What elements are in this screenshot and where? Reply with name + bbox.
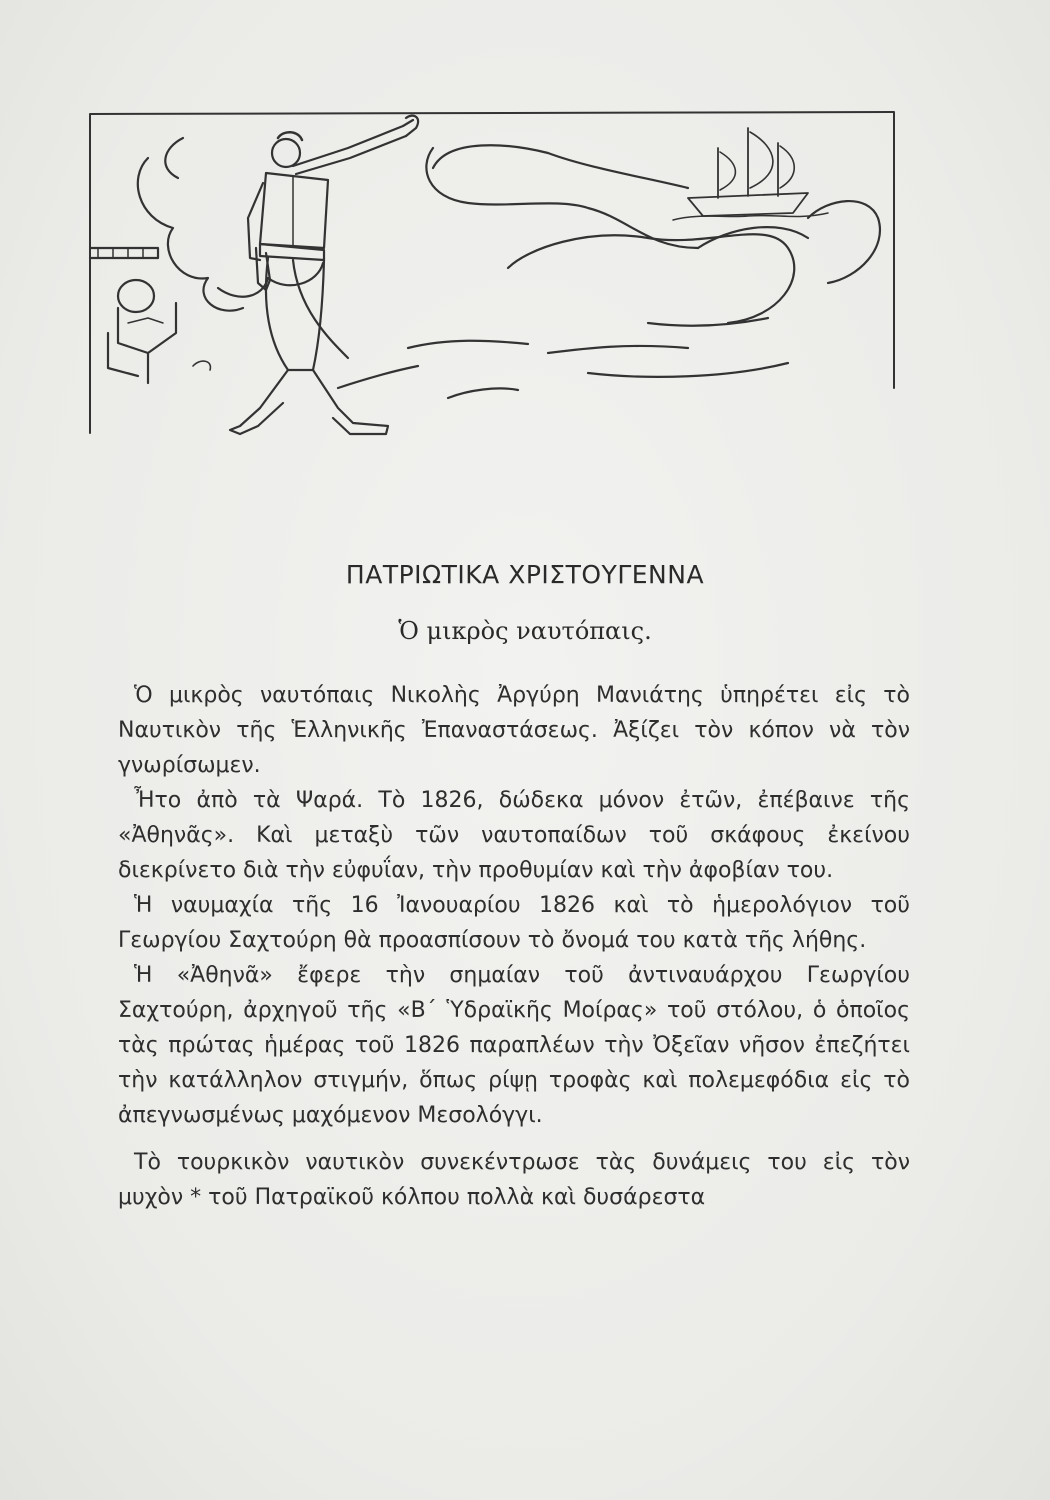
paragraph: Τὸ τουρκικὸν ναυτικὸν συνεκέντρωσε τὰς δυνάμεις του εἰς τὸν μυχὸν * τοῦ Πατραϊκοῦ κόλπου πολλὰ καὶ δυσάρεστα bbox=[118, 1150, 910, 1210]
illustration-ship-boy bbox=[88, 108, 896, 438]
paragraph: Ἦτο ἀπὸ τὰ Ψαρά. Τὸ 1826, δώδεκα μόνον ἐτῶν, ἐπέβαινε τῆς «Ἀθηνᾶς». Καὶ μεταξὺ τῶν ναυτοπαίδων τοῦ σκάφους ἐκείνου διεκρίνετο διὰ τὴν εὐφυΐαν, τὴν προθυμίαν καὶ τὴν ἀφοβίαν του. bbox=[118, 788, 910, 883]
body-text bbox=[118, 678, 910, 1215]
paragraph: Ἡ «Ἀθηνᾶ» ἔφερε τὴν σημαίαν τοῦ ἀντιναυάρχου Γεωργίου Σαχτούρη, ἀρχηγοῦ τῆς «Β΄ Ὑδραϊκῆς Μοίρας» τοῦ στόλου, ὁ ὁποῖος τὰς πρώτας ἡμέρας τοῦ 1826 παραπλέων τὴν Ὀξεῖαν νῆσον ἐπεζήτει τὴν κατάλληλον στιγμήν, ὅπως ρίψῃ τροφὰς καὶ πολεμεφόδια εἰς τὸ ἀπεγνωσμένως μαχόμενον Μεσολόγγι. bbox=[118, 963, 910, 1128]
section-subtitle: Ὁ μικρὸς ναυτόπαις. bbox=[398, 617, 652, 645]
paragraph: Ἡ ναυμαχία τῆς 16 Ἰανουαρίου 1826 καὶ τὸ ἡμερολόγιον τοῦ Γεωργίου Σαχτούρη θὰ προασπίσουν τὸ ὄνομά του κατὰ τῆς λήθης. bbox=[118, 893, 910, 953]
chapter-title: ΠΑΤΡΙΩΤΙΚΑ ΧΡΙΣΤΟΥΓΕΝΝΑ bbox=[345, 560, 705, 589]
paragraph: Ὁ μικρὸς ναυτόπαις Νικολὴς Ἀργύρη Μανιάτης ὑπηρέτει εἰς τὸ Ναυτικὸν τῆς Ἑλληνικῆς Ἐπαναστάσεως. Ἀξίζει τὸν κόπον νὰ τὸν γνωρίσωμεν. bbox=[118, 683, 910, 778]
